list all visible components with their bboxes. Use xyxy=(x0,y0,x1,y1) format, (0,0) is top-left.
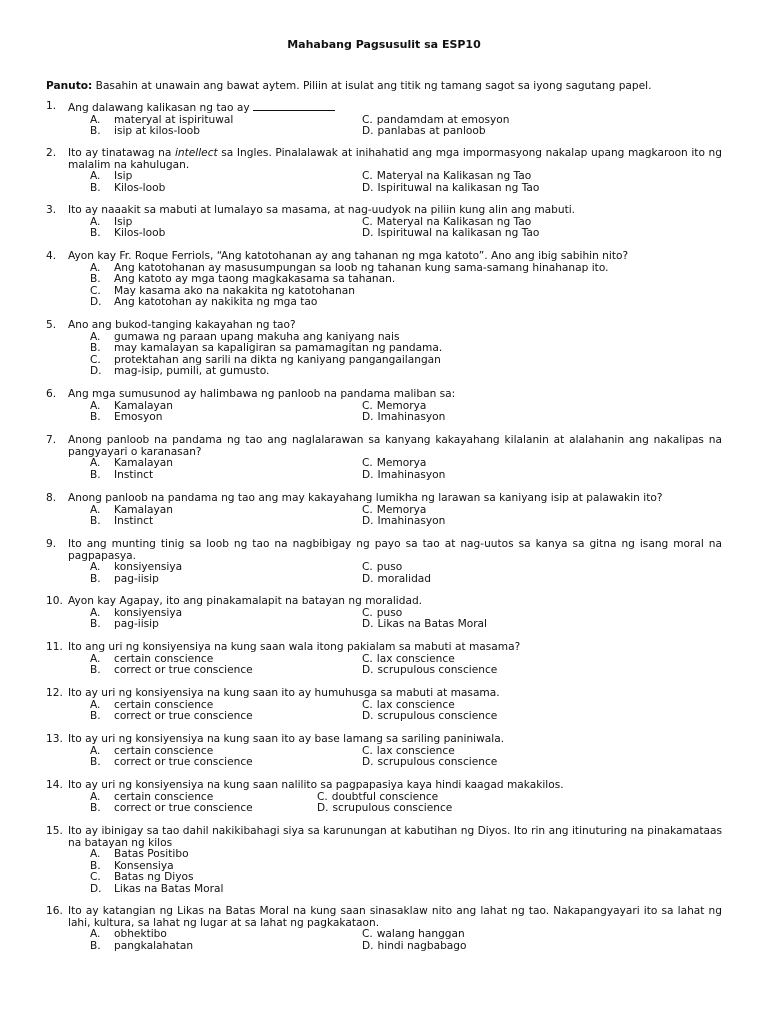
option-b: B. correct or true conscience xyxy=(90,802,253,814)
option-a: A. Isip xyxy=(90,215,133,228)
question-text: Ito ay naaakit sa mabuti at lumalayo sa masama, at nag-uudyok na piliin kung alin ang mabuti. xyxy=(68,204,576,216)
question-4 xyxy=(46,251,722,309)
option-a: A. Kamalayan xyxy=(90,457,173,469)
question-number: 9. xyxy=(46,538,57,550)
question-number: 7. xyxy=(46,434,57,446)
option-b: B. Instinct xyxy=(90,468,154,481)
question-text: Ang mga sumusunod ay halimbawa ng panloob na pandama maliban sa: xyxy=(68,388,456,400)
option-b: B. correct or true conscience xyxy=(90,756,253,768)
question-5 xyxy=(46,320,722,378)
question-6 xyxy=(46,389,722,424)
question-number: 13. xyxy=(46,733,63,745)
option-d: D. Imahinasyon xyxy=(362,515,446,527)
option-d: D. Imahinasyon xyxy=(362,411,446,423)
option-d: D. scrupulous conscience xyxy=(362,710,498,722)
option-c: C. Memorya xyxy=(362,457,427,469)
option-a: A. gumawa ng paraan upang makuha ang kaniyang nais xyxy=(90,330,400,343)
option-a: A. Ang katotohanan ay masusumpungan sa loob ng tahanan kung sama-samang hinahanap ito. xyxy=(90,261,609,274)
option-d: D. scrupulous conscience xyxy=(362,664,498,676)
question-1 xyxy=(46,101,722,138)
option-b: B. correct or true conscience xyxy=(90,664,253,676)
question-text: Ito ang munting tinig sa loob ng tao na nagbibigay ng payo sa tao at nag-uutos sa kanya sa gitna ng isang moral na pagpapasya. xyxy=(68,538,722,562)
option-b: B. Emosyon xyxy=(90,411,163,423)
question-11 xyxy=(46,642,722,677)
question-text: Ayon kay Agapay, ito ang pinakamalapit na batayan ng moralidad. xyxy=(68,595,423,607)
option-a: A. konsiyensiya xyxy=(90,606,183,619)
option-d: D. Ispirituwal na kalikasan ng Tao xyxy=(362,181,540,194)
option-d: D. moralidad xyxy=(362,572,432,585)
instructions xyxy=(46,80,736,93)
option-a: A. certain conscience xyxy=(90,698,214,711)
option-d: D. Ispirituwal na kalikasan ng Tao xyxy=(362,227,540,239)
option-b: B. may kamalayan sa kapaligiran sa pamamagitan ng pandama. xyxy=(90,342,443,354)
option-a: A. Batas Positibo xyxy=(90,848,189,860)
question-number: 5. xyxy=(46,319,57,331)
question-number: 4. xyxy=(46,250,57,262)
question-text: Ito ay uri ng konsiyensiya na kung saan ito ay humuhusga sa mabuti at masama. xyxy=(68,687,500,699)
question-9 xyxy=(46,539,722,585)
page-title: Mahabang Pagsusulit sa ESP10 xyxy=(287,38,481,51)
instructions-label: Panuto: xyxy=(46,80,93,92)
question-text: Anong panloob na pandama ng tao ang may kakayahang lumikha ng larawan sa kaniyang isip at palawakin ito? xyxy=(68,492,663,504)
question-number: 1. xyxy=(46,100,57,112)
option-a: A. certain conscience xyxy=(90,652,214,665)
option-b: B. pag-iisip xyxy=(90,618,159,630)
option-c: C. walang hanggan xyxy=(362,928,465,940)
question-text: Ito ang uri ng konsiyensiya na kung saan wala itong pakialam sa mabuti at masama? xyxy=(68,641,521,653)
option-b: B. Instinct xyxy=(90,515,154,527)
option-d: D. hindi nagbabago xyxy=(362,939,467,952)
option-b: B. Ang katoto ay mga taong magkakasama sa tahanan. xyxy=(90,273,396,285)
option-d: D. panlabas at panloob xyxy=(362,125,486,137)
option-b: B. pangkalahatan xyxy=(90,939,194,952)
option-a: A. Kamalayan xyxy=(90,399,173,412)
option-d: D. Ang katotohan ay nakikita ng mga tao xyxy=(90,296,318,308)
question-text: Ito ay katangian ng Likas na Batas Moral na kung saan sinasaklaw nito ang lahat ng tao. Nakapangyayari ito sa lahat ng lahi, kultura, sa lahat ng lugar at sa lahat ng pagkakataon. xyxy=(68,905,722,929)
question-number: 10. xyxy=(46,595,63,607)
question-13 xyxy=(46,734,722,769)
option-c: C. Memorya xyxy=(362,399,427,412)
question-number: 11. xyxy=(46,641,63,653)
question-text: Ano ang bukod-tanging kakayahan ng tao? xyxy=(68,319,296,331)
option-c: C. pandamdam at emosyon xyxy=(362,113,510,126)
answer-blank xyxy=(253,101,335,111)
question-number: 12. xyxy=(46,687,63,699)
option-b: B. Konsensiya xyxy=(90,859,174,872)
instructions-text: Basahin at unawain ang bawat aytem. Piliin at isulat ang titik ng tamang sagot sa iyong sagutang papel. xyxy=(95,80,652,92)
option-a: A. konsiyensiya xyxy=(90,561,183,573)
option-d: D. Likas na Batas Moral xyxy=(90,882,224,895)
option-c: C. May kasama ako na nakakita ng katotohanan xyxy=(90,284,355,297)
question-number: 6. xyxy=(46,388,57,400)
question-number: 3. xyxy=(46,204,57,216)
option-d: D. mag-isip, pumili, at gumusto. xyxy=(90,365,270,377)
question-text: Anong panloob na pandama ng tao ang naglalarawan sa kanyang kakayahang kilalanin at alalahanin ang nakalipas na pangyayari o karanasan? xyxy=(68,434,722,458)
question-10 xyxy=(46,596,722,631)
option-c: C. Materyal na Kalikasan ng Tao xyxy=(362,170,532,182)
option-c: C. lax conscience xyxy=(362,698,455,711)
question-text: Ito ay tinatawag na intellect sa Ingles. Pinalalawak at inihahatid ang mga impormasyong nakalap upang magkaroon ito ng malalim na kahulugan. xyxy=(68,147,722,171)
option-b: B. correct or true conscience xyxy=(90,710,253,722)
option-c: C. lax conscience xyxy=(362,652,455,665)
option-a: A. obhektibo xyxy=(90,928,167,940)
question-16 xyxy=(46,906,722,952)
option-a: A. certain conscience xyxy=(90,790,214,803)
question-12 xyxy=(46,688,722,723)
option-d: D. scrupulous conscience xyxy=(317,802,453,814)
option-c: C. lax conscience xyxy=(362,744,455,757)
option-b: B. Kilos-loob xyxy=(90,181,166,194)
option-a: A. Isip xyxy=(90,170,133,182)
option-d: D. scrupulous conscience xyxy=(362,756,498,768)
question-number: 2. xyxy=(46,147,57,159)
question-15 xyxy=(46,826,722,895)
option-a: A. certain conscience xyxy=(90,744,214,757)
option-b: B. pag-iisip xyxy=(90,572,159,585)
option-c: C. puso xyxy=(362,606,403,619)
question-2 xyxy=(46,148,722,194)
option-c: C. puso xyxy=(362,561,403,573)
question-14 xyxy=(46,780,722,815)
question-number: 16. xyxy=(46,905,63,917)
option-c: C. Batas ng Diyos xyxy=(90,871,194,883)
question-number: 14. xyxy=(46,779,63,791)
option-a: A. Kamalayan xyxy=(90,503,173,516)
question-number: 8. xyxy=(46,492,57,504)
question-text: Ito ay uri ng konsiyensiya na kung saan ito ay base lamang sa sariling paniniwala. xyxy=(68,733,505,745)
question-text: Ito ay ibinigay sa tao dahil nakikibahagi siya sa karunungan at kabutihan ng Diyos. Ito rin ang itinuturing na pinakamataas na batayan ng kilos xyxy=(68,825,722,849)
question-3 xyxy=(46,205,722,240)
question-8 xyxy=(46,493,722,528)
option-b: B. Kilos-loob xyxy=(90,227,166,239)
option-c: C. Materyal na Kalikasan ng Tao xyxy=(362,215,532,228)
option-d: D. Likas na Batas Moral xyxy=(362,618,487,630)
option-c: C. Memorya xyxy=(362,503,427,516)
question-text: Ito ay uri ng konsiyensiya na kung saan nalilito sa pagpapasiya kaya hindi kaagad makakilos. xyxy=(68,779,564,791)
option-c: C. protektahan ang sarili na dikta ng kaniyang pangangailangan xyxy=(90,353,441,366)
question-7 xyxy=(46,435,722,481)
option-c: C. doubtful conscience xyxy=(317,790,439,803)
question-text: Ayon kay Fr. Roque Ferriols, “Ang katotohanan ay ang tahanan ng mga katoto”. Ano ang ibig sabihin nito? xyxy=(68,250,629,262)
question-text: Ang dalawang kalikasan ng tao ay xyxy=(68,101,722,115)
option-d: D. Imahinasyon xyxy=(362,468,446,481)
option-b: B. isip at kilos-loob xyxy=(90,125,200,137)
option-a: A. materyal at ispirituwal xyxy=(90,113,234,126)
question-number: 15. xyxy=(46,825,63,837)
